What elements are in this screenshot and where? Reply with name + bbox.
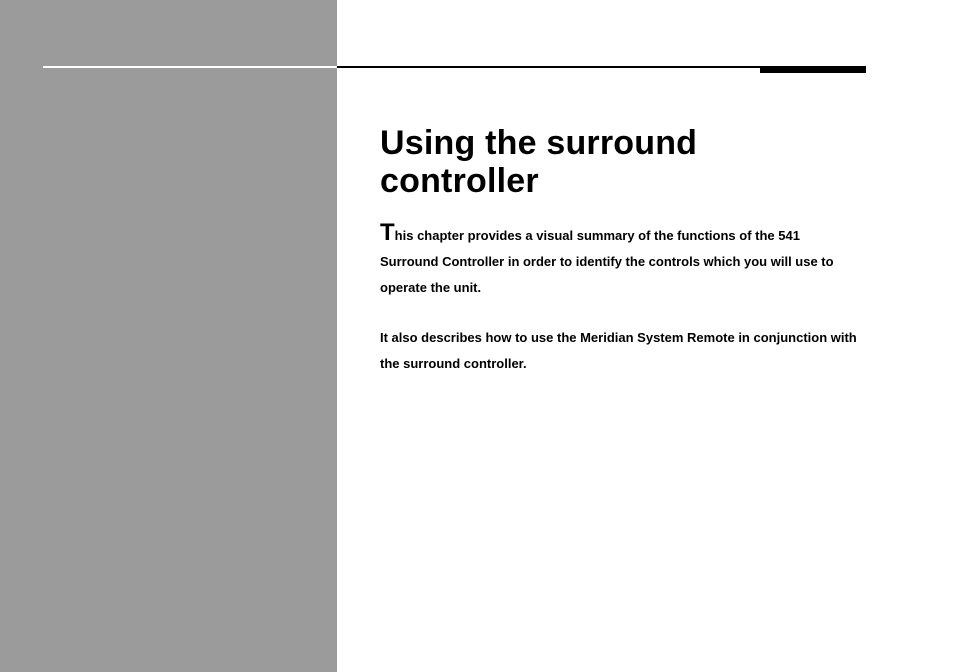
remote-paragraph: It also describes how to use the Meridian System Remote in conjunction with the surround controller. <box>380 330 857 371</box>
drop-cap: T <box>380 219 395 246</box>
header-rule-tab <box>760 66 866 73</box>
chapter-title: Using the surround controller <box>380 124 698 200</box>
intro-text: his chapter provides a visual summary of the functions of the 541 Surround Controller in order to identify the controls which you will use to operate the unit. <box>380 228 834 295</box>
side-panel <box>0 0 337 672</box>
header-rule-light <box>43 66 337 68</box>
intro-paragraph <box>380 220 860 301</box>
